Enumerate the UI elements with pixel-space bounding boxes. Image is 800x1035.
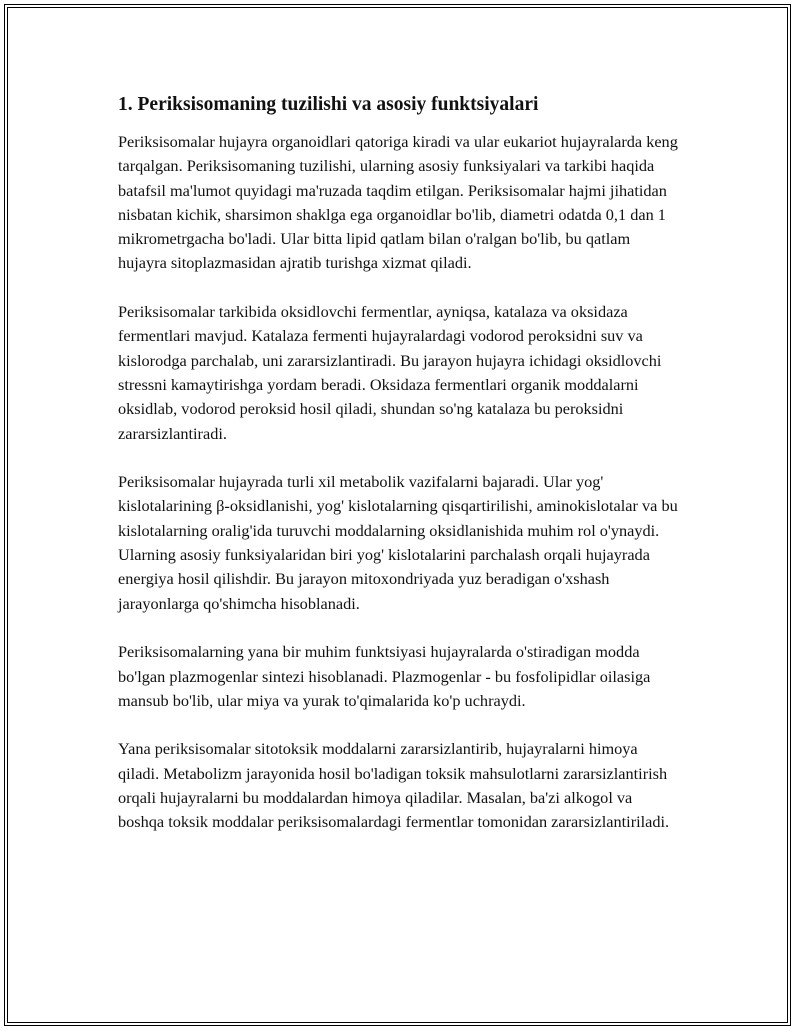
document-body — [118, 92, 678, 859]
paragraph-metabolism: Periksisomalar hujayrada turli xil metabolik vazifalarni bajaradi. Ular yog' kislotalarining β-oksidlanishi, yog' kislotalarning qisqartirilishi, aminokislotalar va bu kislotalarning oralig'ida turuvchi moddalarning oksidlanishida muhim rol o'ynaydi. Ularning asosiy funksiyalaridan biri yog' kislotalarini parchalash orqali hujayrada energiya hosil qilishdir. Bu jarayon mitoxondriyada yuz beradigan o'xshash jarayonlarga qo'shimcha hisoblanadi. — [118, 472, 678, 613]
paragraph-detoxification: Yana periksisomalar sitotoksik moddalarni zararsizlantirib, hujayralarni himoya qiladi. Metabolizm jarayonida hosil bo'ladigan toksik mahsulotlarni zararsizlantirish orqali hujayralarni bu moddalardan himoya qiladilar. Masalan, ba'zi alkogol va boshqa toksik moddalar periksisomalardagi fermentlar tomonidan zararsizlantiriladi. — [118, 739, 670, 832]
paragraph-structure: Periksisomalar hujayra organoidlari qatoriga kiradi va ular eukariot hujayralarda keng tarqalgan. Periksisomaning tuzilishi, ularning asosiy funksiyalari va tarkibi haqida batafsil ma'lumot quyidagi ma'ruzada taqdim etilgan. Periksisomalar hajmi jihatidan nisbatan kichik, sharsimon shaklga ega organoidlar bo'lib, diametri odatda 0,1 dan 1 mikrometrgacha bo'ladi. Ular bitta lipid qatlam bilan o'ralgan bo'lib, bu qatlam hujayra sitoplazmasidan ajratib turishga xizmat qiladi. — [118, 132, 678, 273]
paragraph-plasmalogens: Periksisomalarning yana bir muhim funktsiyasi hujayralarda o'stiradigan modda bo'lgan plazmogenlar sintezi hisoblanadi. Plazmogenlar - bu fosfolipidlar oilasiga mansub bo'lib, ular miya va yurak to'qimalarida ko'p uchraydi. — [118, 642, 651, 710]
paragraph-enzymes: Periksisomalar tarkibida oksidlovchi fermentlar, ayniqsa, katalaza va oksidaza fermentlari mavjud. Katalaza fermenti hujayralardagi vodorod peroksidni suv va kislorodga parchalab, uni zararsizlantiradi. Bu jarayon hujayra ichidagi oksidlovchi stressni kamaytirishga yordam beradi. Oksidaza fermentlari organik moddalarni oksidlab, vodorod peroksid hosil qiladi, shundan so'ng katalaza bu peroksidni zararsizlantiradi. — [118, 302, 662, 443]
section-heading: 1. Periksisomaning tuzilishi va asosiy funktsiyalari — [118, 94, 539, 115]
